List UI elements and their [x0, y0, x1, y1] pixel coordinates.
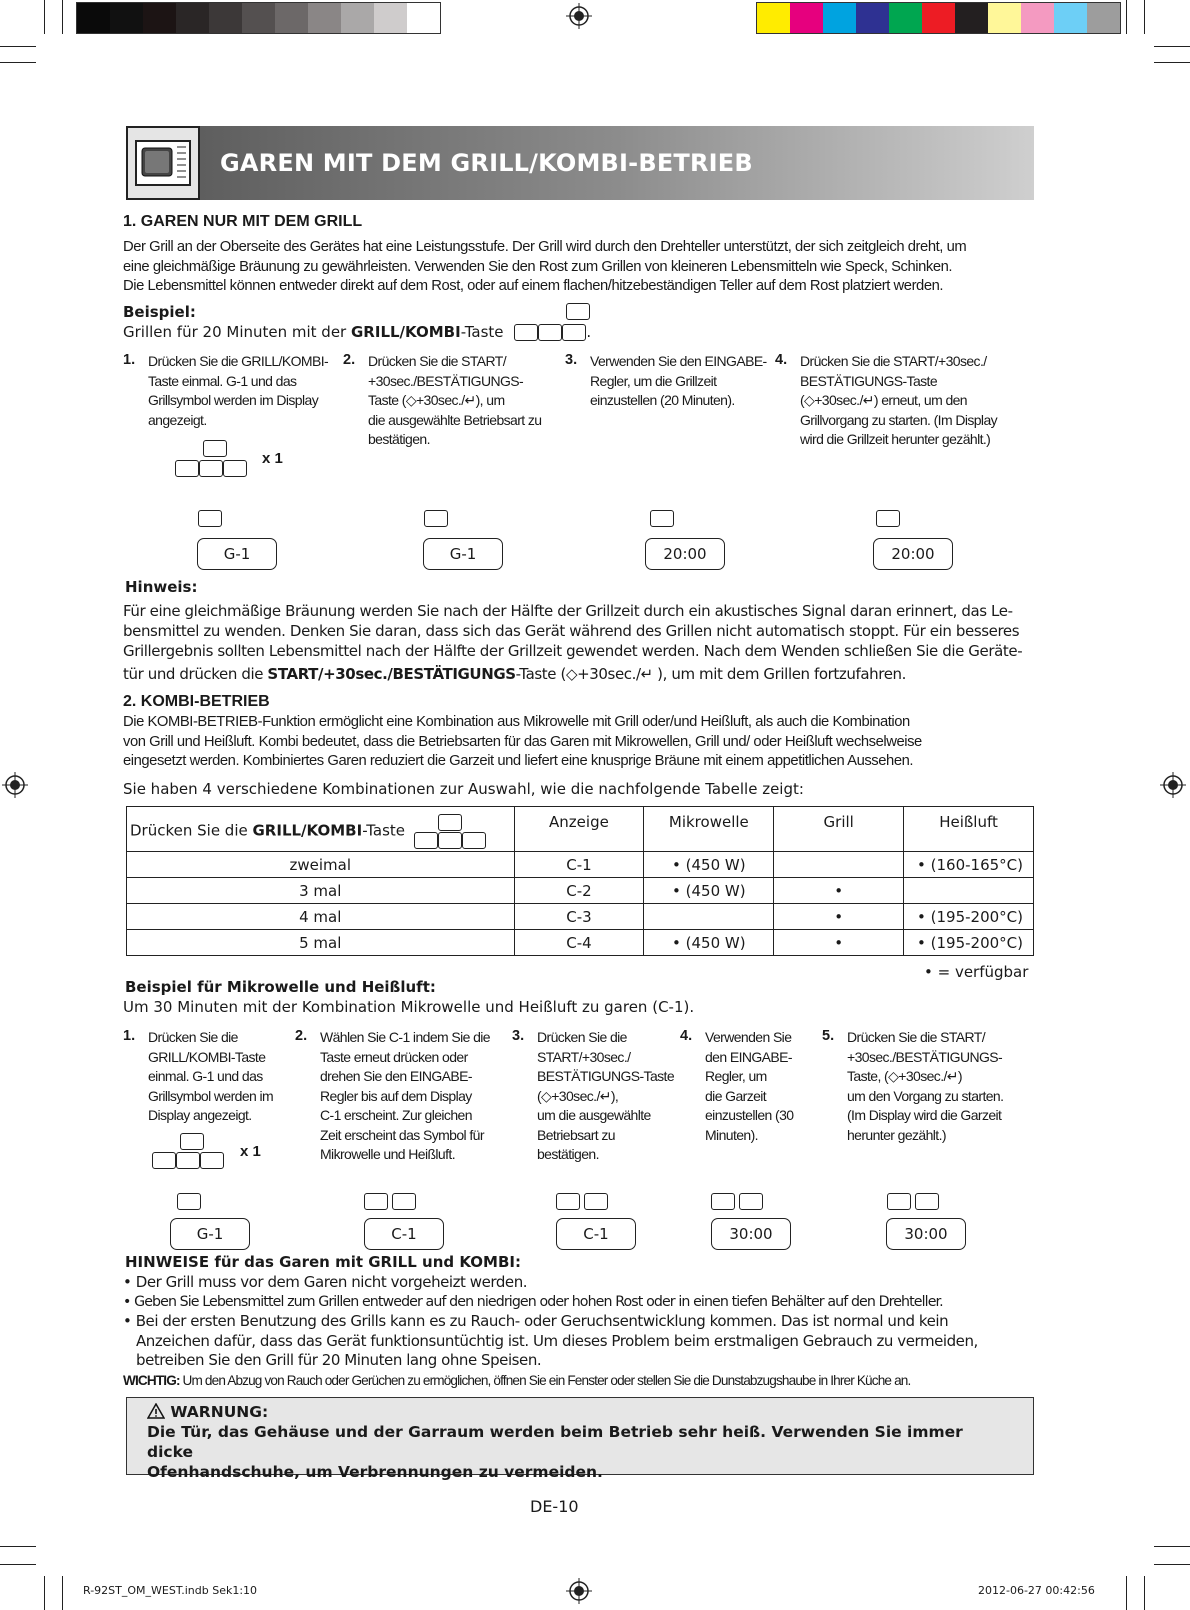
table-cell: •	[774, 930, 904, 956]
header-pre: Drücken Sie die	[130, 821, 253, 840]
notes-title: HINWEISE für das Garen mit GRILL und KOMBI:	[125, 1253, 521, 1271]
table-row	[127, 930, 1034, 956]
step-line: Display angezeigt.	[148, 1107, 252, 1123]
microwave-hotair-icon	[887, 1193, 939, 1211]
display-readout: C-1	[556, 1218, 636, 1250]
note-mid: -Taste (	[515, 665, 566, 683]
step-line: Verwenden Sie	[705, 1029, 792, 1045]
table-cell	[904, 878, 1034, 904]
table-header-display: Anzeige	[514, 807, 644, 852]
color-swatch	[209, 3, 242, 33]
grill-icon	[424, 510, 448, 528]
table-header-grill: Grill	[774, 807, 904, 852]
step-line: Wählen Sie C-1 indem Sie die	[320, 1029, 490, 1045]
crop-mark	[1126, 0, 1127, 34]
step-text	[590, 352, 767, 411]
example2-text: Um 30 Minuten mit der Kombination Mikrowelle und Heißluft zu garen (C-1).	[123, 998, 695, 1016]
step-3	[512, 1028, 677, 1165]
step-line: Verwenden Sie den EINGABE-	[590, 353, 767, 369]
step-line: die Garzeit	[705, 1087, 767, 1104]
color-swatch	[988, 3, 1021, 33]
warning-title-row	[147, 1402, 1013, 1422]
example-label: Beispiel:	[123, 303, 196, 321]
display-readout: 30:00	[886, 1218, 966, 1250]
step-text	[320, 1028, 490, 1165]
microwave-icon	[126, 126, 200, 200]
warning-triangle-icon	[147, 1403, 165, 1419]
header-bold: GRILL/KOMBI	[252, 821, 363, 840]
grill-icon	[198, 510, 222, 528]
step-number: 2.	[343, 352, 356, 368]
step-line: Drücken Sie die	[148, 1029, 238, 1045]
crop-mark	[0, 62, 36, 63]
step-number: 1.	[123, 352, 136, 368]
color-swatch	[407, 3, 440, 33]
step-2	[343, 352, 558, 450]
step-line: (Im Display wird die Garzeit	[847, 1107, 1002, 1123]
table-legend: • = verfügbar	[924, 963, 1029, 981]
crop-mark	[1144, 0, 1145, 34]
step-4	[775, 352, 1030, 450]
warning-line: Ofenhandschuhe, um Verbrennungen zu vermeiden.	[147, 1463, 603, 1481]
color-swatch	[1021, 3, 1054, 33]
registration-mark-right	[1160, 772, 1186, 798]
display-readout: 20:00	[873, 538, 953, 570]
combination-table	[126, 806, 1034, 956]
table-cell: 4 mal	[127, 904, 515, 930]
warning-line: Die Tür, das Gehäuse und der Garraum werden beim Betrieb sehr heiß. Verwenden Sie immer dicke	[147, 1423, 963, 1461]
grill-icon	[566, 303, 590, 321]
step-line: um den Vorgang zu starten.	[847, 1087, 1004, 1104]
press-count: x 1	[240, 1143, 261, 1160]
note-line	[123, 664, 1033, 684]
step-line: den EINGABE-	[705, 1048, 792, 1065]
step-line: einzustellen (20 Minuten).	[590, 392, 735, 408]
crop-mark	[1154, 62, 1190, 63]
step-text	[537, 1028, 674, 1165]
step-text	[368, 352, 541, 450]
step-1	[123, 352, 333, 430]
table-cell: • (450 W)	[644, 852, 774, 878]
step-text	[148, 1028, 273, 1126]
color-swatch	[955, 3, 988, 33]
registration-mark-top	[566, 3, 592, 29]
intro-line: eine gleichmäßige Bräunung zu gewährleisten. Verwenden Sie den Rost zum Grillen von kleineren Lebensmitteln wie Speck, Schinken.	[123, 258, 953, 275]
step-line: um die ausgewählte	[537, 1107, 651, 1123]
note-line: bensmittel zu wenden. Denken Sie daran, dass sich das Gerät während des Grillen nicht automatisch stoppt. Für ein besseres	[123, 622, 1020, 640]
color-swatch	[176, 3, 209, 33]
display-readout: G-1	[197, 538, 277, 570]
bullet-continuation: betreiben Sie den Grill für 20 Minuten lang ohne Speisen.	[136, 1351, 542, 1369]
display-readout: 30:00	[711, 1218, 791, 1250]
step-2	[295, 1028, 500, 1165]
step-number: 2.	[295, 1028, 308, 1044]
color-swatch	[757, 3, 790, 33]
step-line: Drücken Sie die	[537, 1029, 627, 1045]
microwave-hotair-icon	[364, 1193, 416, 1211]
step-line: Grillsymbol werden im	[148, 1087, 274, 1104]
step-number: 3.	[565, 352, 578, 368]
step-3	[565, 352, 770, 411]
step-number: 4.	[775, 352, 788, 368]
note-title: Hinweis:	[125, 578, 198, 596]
step-line: Taste, (◇+30sec./↵)	[847, 1068, 962, 1084]
color-swatch	[889, 3, 922, 33]
step-line: Regler bis auf dem Display	[320, 1087, 472, 1104]
step-line: Grillsymbol werden im Display	[148, 392, 319, 408]
color-swatch	[308, 3, 341, 33]
notes-list	[123, 1273, 1035, 1371]
step-line: BESTÄTIGUNGS-Taste	[800, 372, 938, 389]
step-line: START/+30sec./	[537, 1048, 631, 1065]
step-line: +30sec./BESTÄTIGUNGS-	[847, 1048, 1003, 1065]
step-line: Betriebsart zu	[537, 1126, 615, 1143]
table-cell	[644, 904, 774, 930]
step-line: Drücken Sie die START/+30sec./	[800, 353, 987, 369]
example-line: Grillen für 20 Minuten mit der GRILL/KOMBI-Taste .	[123, 323, 592, 341]
bullet-continuation: Anzeichen dafür, dass das Gerät funktionsuntüchtig ist. Um dieses Problem beim erstmaligen Gebrauch zu vermeiden,	[136, 1331, 978, 1350]
grill-icon	[650, 510, 674, 528]
footer-date: 2012-06-27 00:42:56	[978, 1584, 1095, 1597]
bullet-text: Geben Sie Lebensmittel zum Grillen entweder auf den niedrigen oder hohen Rost oder in einen tiefen Behälter auf den Drehteller.	[134, 1293, 943, 1310]
table-row	[127, 852, 1034, 878]
example-pre: Grillen für 20 Minuten mit der	[123, 323, 351, 341]
step-line: BESTÄTIGUNGS-Taste	[537, 1068, 675, 1084]
bullet-text: Bei der ersten Benutzung des Grills kann es zu Rauch- oder Geruchsentwicklung kommen. Das ist normal und kein	[135, 1312, 949, 1330]
table-cell: C-4	[514, 930, 644, 956]
table-header-press	[127, 807, 515, 852]
grill-kombi-key-icon	[175, 460, 247, 478]
crop-mark	[62, 0, 63, 34]
step-text	[847, 1028, 1003, 1145]
step-line: Grillvorgang zu starten. (Im Display	[800, 411, 998, 428]
section1-intro	[123, 238, 1023, 297]
section1-title: 1. GAREN NUR MIT DEM GRILL	[123, 213, 363, 230]
note-text	[123, 601, 1033, 684]
important-note	[123, 1371, 1038, 1391]
press-count: x 1	[262, 450, 283, 467]
registration-mark-left	[2, 772, 28, 798]
table-cell: • (195-200°C)	[904, 930, 1034, 956]
crop-mark	[0, 46, 36, 47]
display-readout: G-1	[423, 538, 503, 570]
step-line: herunter gezählt.)	[847, 1126, 946, 1143]
step-5	[822, 1028, 1032, 1145]
step-line: Drücken Sie die START/	[368, 353, 507, 369]
step-line: Taste (◇+30sec./↵), um	[368, 392, 505, 408]
display-readout: 20:00	[645, 538, 725, 570]
table-cell: zweimal	[127, 852, 515, 878]
page-header	[126, 126, 1034, 200]
crop-mark	[1154, 46, 1190, 47]
table-cell: •	[774, 878, 904, 904]
crop-mark	[44, 0, 45, 34]
step-1	[123, 1028, 293, 1126]
color-swatch	[1087, 3, 1120, 33]
grill-icon	[177, 1193, 201, 1211]
table-header-microwave: Mikrowelle	[644, 807, 774, 852]
crop-mark	[1154, 1564, 1190, 1565]
intro-line: Der Grill an der Oberseite des Gerätes hat eine Leistungsstufe. Der Grill wird durch den Drehteller unterstützt, der sich zeitgleich dreht, um	[123, 239, 967, 255]
step-line: Regler, um	[705, 1068, 767, 1084]
note-bold: START/+30sec./BESTÄTIGUNGS	[267, 665, 516, 683]
table-cell: 3 mal	[127, 878, 515, 904]
list-item: • Bei der ersten Benutzung des Grills kann es zu Rauch- oder Geruchsentwicklung kommen. Das ist normal und kein	[123, 1312, 949, 1330]
table-cell	[774, 852, 904, 878]
step-line: C-1 erscheint. Zur gleichen	[320, 1107, 472, 1123]
crop-mark	[44, 1576, 45, 1610]
step-number: 4.	[680, 1028, 693, 1044]
page-number: DE-10	[530, 1497, 579, 1516]
start-key-symbol: ◇+30sec./↵	[565, 665, 653, 683]
crop-mark	[1144, 1576, 1145, 1610]
note-line: Für eine gleichmäßige Bräunung werden Sie nach der Hälfte der Grillzeit durch ein akustisches Signal daran erinnert, das Le-	[123, 602, 1013, 620]
table-intro: Sie haben 4 verschiedene Kombinationen zur Auswahl, wie die nachfolgende Tabelle zeigt:	[123, 780, 804, 798]
section2-line: von Grill und Heißluft. Kombi bedeutet, dass die Betriebsarten für das Garen mit Mikrowellen, Grill und/ oder Heißluft wechselweise	[123, 733, 922, 750]
table-cell: 5 mal	[127, 930, 515, 956]
table-row	[127, 878, 1034, 904]
color-swatch	[110, 3, 143, 33]
gray-calibration-bar	[76, 2, 441, 34]
header-post: -Taste	[362, 821, 406, 840]
crop-mark	[1126, 1576, 1127, 1610]
step-line: bestätigen.	[537, 1146, 599, 1162]
step-line: bestätigen.	[368, 431, 430, 447]
table-cell: C-1	[514, 852, 644, 878]
grill-icon	[180, 1133, 204, 1151]
list-item: • Der Grill muss vor dem Garen nicht vorgeheizt werden.	[123, 1273, 528, 1291]
grill-icon	[203, 440, 227, 458]
step-line: +30sec./BESTÄTIGUNGS-	[368, 372, 524, 389]
display-readout: C-1	[364, 1218, 444, 1250]
important-text: Um den Abzug von Rauch oder Gerüchen zu ermöglichen, öffnen Sie ein Fenster oder stellen Sie die Dunstabzugshaube in Ihrer Küche an.	[179, 1373, 911, 1388]
step-number: 3.	[512, 1028, 525, 1044]
step-line: angezeigt.	[148, 411, 207, 428]
example-post: -Taste	[460, 323, 504, 341]
table-header-row	[127, 807, 1034, 852]
step-line: Taste einmal. G-1 und das	[148, 372, 297, 389]
microwave-hotair-icon	[711, 1193, 763, 1211]
microwave-hotair-icon	[556, 1193, 608, 1211]
color-swatch	[1054, 3, 1087, 33]
important-label: WICHTIG:	[123, 1373, 180, 1388]
display-readout: G-1	[170, 1218, 250, 1250]
note-pre: tür und drücken die	[123, 665, 268, 683]
step-line: GRILL/KOMBI-Taste	[148, 1048, 266, 1065]
color-swatch	[922, 3, 955, 33]
grill-kombi-key-icon	[414, 813, 486, 849]
step-line: Taste erneut drücken oder	[320, 1048, 468, 1065]
step-line: Regler, um die Grillzeit	[590, 372, 717, 389]
step-4	[680, 1028, 815, 1145]
example2-label: Beispiel für Mikrowelle und Heißluft:	[125, 978, 436, 996]
step-number: 5.	[822, 1028, 835, 1044]
intro-line: Die Lebensmittel können entweder direkt auf dem Rost, oder auf einem flachen/hitzebeständigen Teller auf dem Rost platziert werden.	[123, 278, 944, 294]
crop-mark	[0, 1564, 36, 1565]
color-swatch	[77, 3, 110, 33]
warning-box	[126, 1397, 1034, 1481]
color-swatch	[856, 3, 889, 33]
step-line: einmal. G-1 und das	[148, 1068, 263, 1084]
note-line: Grillergebnis sollten Lebensmittel nach der Hälfte der Grillzeit gewendet werden. Nach dem Wenden schließen Sie die Geräte-	[123, 642, 1023, 660]
table-cell: • (450 W)	[644, 930, 774, 956]
table-cell: • (450 W)	[644, 878, 774, 904]
crop-mark	[1154, 1546, 1190, 1547]
page-title: GAREN MIT DEM GRILL/KOMBI-BETRIEB	[200, 126, 1034, 200]
step-line: die ausgewählte Betriebsart zu	[368, 411, 542, 428]
color-swatch	[374, 3, 407, 33]
section2-line: Die KOMBI-BETRIEB-Funktion ermöglicht eine Kombination aus Mikrowelle mit Grill oder/und Heißluft, als auch die Kombination	[123, 714, 910, 730]
bullet-text: Der Grill muss vor dem Garen nicht vorgeheizt werden.	[135, 1273, 528, 1291]
step-line: einzustellen (30	[705, 1107, 794, 1123]
table-row	[127, 904, 1034, 930]
color-swatch	[143, 3, 176, 33]
note-post: ), um mit dem Grillen fortzufahren.	[652, 665, 907, 683]
crop-mark	[62, 1576, 63, 1610]
grill-icon	[876, 510, 900, 528]
grill-kombi-key-icon	[152, 1152, 224, 1170]
step-line: Zeit erscheint das Symbol für	[320, 1126, 484, 1143]
table-cell: C-2	[514, 878, 644, 904]
section2-title: 2. KOMBI-BETRIEB	[123, 693, 270, 710]
table-cell: • (160-165°C)	[904, 852, 1034, 878]
step-line: Mikrowelle und Heißluft.	[320, 1146, 455, 1162]
step-line: Drücken Sie die START/	[847, 1029, 986, 1045]
table-cell: C-3	[514, 904, 644, 930]
step-text	[705, 1028, 793, 1145]
table-cell: • (195-200°C)	[904, 904, 1034, 930]
color-swatch	[242, 3, 275, 33]
example-bold: GRILL/KOMBI	[351, 323, 461, 341]
footer-file: R-92ST_OM_WEST.indb Sek1:10	[83, 1584, 258, 1597]
table-cell: •	[774, 904, 904, 930]
step-text	[800, 352, 997, 450]
warning-title: WARNUNG:	[170, 1403, 269, 1421]
step-number: 1.	[123, 1028, 136, 1044]
color-calibration-bar	[756, 2, 1121, 34]
table-header-hotair: Heißluft	[904, 807, 1034, 852]
section2-line: eingesetzt werden. Kombiniertes Garen reduziert die Garzeit und liefert eine knusprige Bräune mit einem appetitlichen Aussehen.	[123, 753, 914, 769]
step-line: (◇+30sec./↵) erneut, um den	[800, 392, 967, 408]
crop-mark	[0, 1546, 36, 1547]
step-line: drehen Sie den EINGABE-	[320, 1068, 472, 1084]
step-text	[148, 352, 328, 430]
step-line: (◇+30sec./↵),	[537, 1087, 619, 1104]
step-line: Drücken Sie die GRILL/KOMBI-	[148, 353, 329, 369]
registration-mark-bottom	[566, 1578, 592, 1604]
list-item: • Geben Sie Lebensmittel zum Grillen entweder auf den niedrigen oder hohen Rost oder in einen tiefen Behälter auf den Drehteller.	[123, 1293, 943, 1310]
color-swatch	[823, 3, 856, 33]
step-line: Minuten).	[705, 1126, 758, 1143]
color-swatch	[790, 3, 823, 33]
color-swatch	[275, 3, 308, 33]
color-swatch	[341, 3, 374, 33]
step-line: wird die Grillzeit herunter gezählt.)	[800, 431, 991, 447]
section2-text	[123, 713, 1033, 772]
grill-kombi-key-icon	[514, 323, 586, 341]
